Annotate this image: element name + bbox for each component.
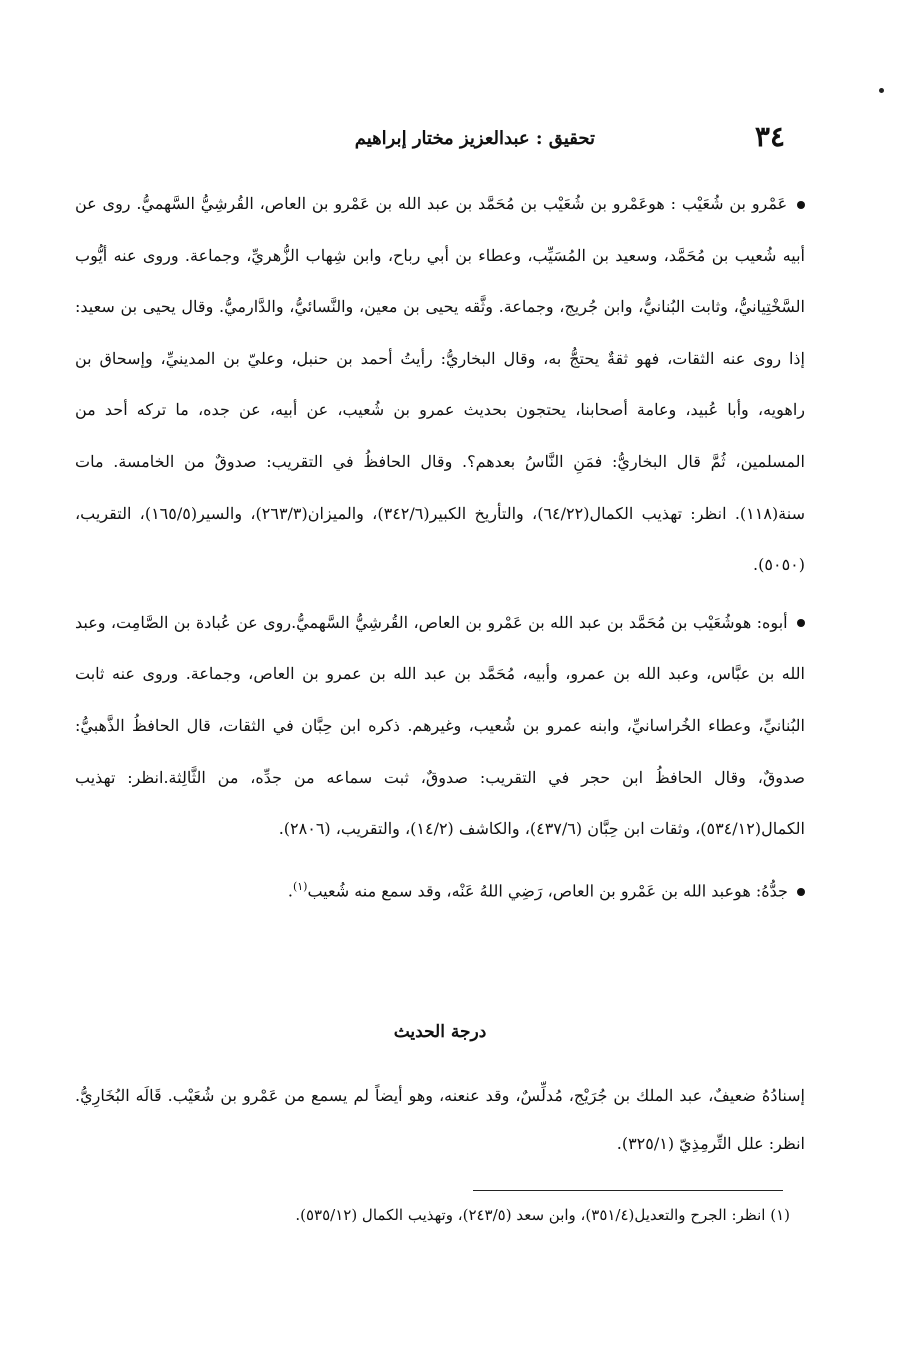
entry-tail: . <box>287 881 293 901</box>
section-title: درجة الحديث <box>393 1022 487 1042</box>
narrator-entries <box>75 178 805 923</box>
entry-father <box>75 597 805 855</box>
scan-speck <box>879 88 884 93</box>
footnote-divider <box>473 1190 783 1191</box>
bullet-icon <box>797 619 805 627</box>
page-header <box>300 120 785 160</box>
entry-grandfather <box>75 861 805 917</box>
hadith-grade-text: إسنادُهُ ضعيفٌ، عبد الملك بن جُرَيْج، مُدلِّسٌ، وقد عنعنه، وهو أيضاً لم يسمع من عَمْرو بن شُعَيْب. قَالَه البُخَارِيُّ. انظر: علل التِّرمِذِيّ (٣٢٥/١). <box>75 1086 805 1153</box>
page-number: ٣٤ <box>754 120 785 153</box>
bullet-icon <box>797 201 805 209</box>
bullet-icon <box>797 888 805 896</box>
footnote: (١) انظر: الجرح والتعديل(٣٥١/٤)، وابن سعد (٢٤٣/٥)، وتهذيب الكمال (٥٣٥/١٢). <box>295 1206 790 1224</box>
entry-text: أبوه: هوشُعَيْب بن مُحَمَّد بن عبد الله بن عَمْرو بن العاص، القُرشِيُّ السَّهميُّ.روى عن عُبادة بن الصَّامِت، وعبد الله بن عبَّاس، وعبد الله بن عمرو، وأبيه، مُحَمَّد بن عبد الله بن عمرو بن العاص، وجماعة. وروى عنه ثابت البُنانيِّ، وعطاء الخُراسانيِّ، وابنه عمرو بن شُعيب، وغيرهم. ذكره ابن حِبَّان في الثقات، قال الحافظُ الذَّهبيُّ: صدوقٌ، وقال الحافظُ ابن حجر في التقريب: صدوقٌ، ثبت سماعه من جدِّه، من الثَّالِثة.انظر: تهذيب الكمال(٥٣٤/١٢)، وثقات ابن حِبَّان (٤٣٧/٦)، والكاشف (١٤/٢)، والتقريب، (٢٨٠٦). <box>75 612 806 839</box>
entry-amr-ibn-shuayb <box>75 178 805 591</box>
entry-text: عَمْرو بن شُعَيْب : هوعَمْرو بن شُعَيْب بن مُحَمَّد بن عبد الله بن عَمْرو بن العاص، القُرشِيُّ السَّهميُّ. روى عن أبيه شُعيب بن مُحَمَّد، وسعيد بن المُسَيِّب، وعطاء بن أبي رباح، وابن شِهاب الزُّهريِّ، وجماعة. وروى عنه أيُّوب السَّخْتِيانيُّ، وثابت البُنانيُّ، وابن جُريج، وجماعة. وثَّقه يحيى بن معين، والنَّسائيُّ، والدَّارميُّ. وقال يحيى بن سعيد: إذا روى عنه الثقات، فهو ثقةٌ يحتجُّ به، وقال البخاريُّ: رأيتُ أحمد بن حنبل، وعليّ بن المدينيِّ، وإسحاق بن راهويه، وأبا عُبيد، وعامة أصحابنا، يحتجون بحديث عمرو بن شُعيب، عن أبيه، عن جده، ما تركه أحد من المسلمين، ثُمَّ قال البخاريُّ: فمَنِ النَّاسُ بعدهم؟. وقال الحافظُ في التقريب: صدوقٌ من الخامسة. مات سنة(١١٨). انظر: تهذيب الكمال(٦٤/٢٢)، والتأريخ الكبير(٣٤٢/٦)، والميزان(٢٦٣/٣)، والسير(١٦٥/٥)، التقريب، (٥٠٥٠). <box>75 194 805 575</box>
running-head: تحقيق : عبدالعزيز مختار إبراهيم <box>354 128 595 149</box>
footnote-reference: (١) <box>292 879 308 893</box>
entry-text: جدُّهُ: هوعبد الله بن عَمْرو بن العاص، رَضِي اللهُ عَنْه، وقد سمع منه شُعيب <box>307 881 788 901</box>
